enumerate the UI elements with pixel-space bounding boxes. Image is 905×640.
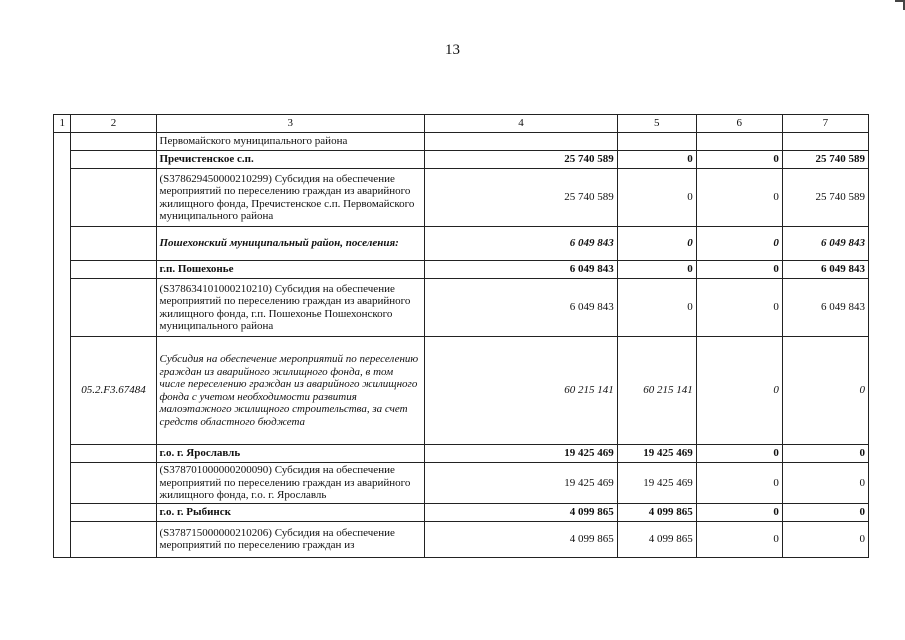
cell-code [71,227,156,261]
table-row [54,463,869,504]
cell-description: (S378634101000210210) Субсидия на обеспечение мероприятий по переселению граждан из аварийного жилищного фонда, г.п. Пошехонье Пошехонского муниципального района [156,279,425,337]
cell-col-4-amount: 19 425 469 [425,463,618,504]
cell-description: г.о. г. Ярославль [156,445,425,463]
cell-code [71,279,156,337]
scan-corner-mark [895,0,905,10]
table-row [54,227,869,261]
cell-col-5-amount: 0 [617,261,696,279]
table-row [54,169,869,227]
cell-col-5-amount: 0 [617,151,696,169]
table-row [54,521,869,557]
cell-code [71,521,156,557]
cell-col-7-amount: 0 [782,503,868,521]
cell-col-5-amount: 0 [617,227,696,261]
cell-description: Субсидия на обеспечение мероприятий по переселению граждан из аварийного жилищного фонда, в том числе переселению граждан из аварийного жилищного фонда с учетом необходимости развития малоэтажного жилищного строительства, за счет средств областного бюджета [156,337,425,445]
cell-col-7-amount: 0 [782,445,868,463]
cell-code [71,261,156,279]
cell-col-6-amount: 0 [696,261,782,279]
cell-col-5-amount: 4 099 865 [617,503,696,521]
cell-col-6-amount: 0 [696,445,782,463]
cell-description: Пошехонский муниципальный район, поселения: [156,227,425,261]
cell-col-5-amount [617,133,696,151]
cell-col-7-amount: 0 [782,463,868,504]
cell-col-7-amount: 0 [782,521,868,557]
cell-description: г.о. г. Рыбинск [156,503,425,521]
cell-col-6-amount: 0 [696,279,782,337]
cell-col-6-amount: 0 [696,151,782,169]
cell-col-4-amount: 19 425 469 [425,445,618,463]
table-row [54,279,869,337]
cell-code [71,463,156,504]
cell-col-6-amount: 0 [696,337,782,445]
cell-col-6-amount [696,133,782,151]
budget-table [53,114,869,558]
cell-col-5-amount: 19 425 469 [617,463,696,504]
cell-col-6-amount: 0 [696,169,782,227]
page-number: 13 [445,42,460,58]
cell-col-4-amount: 4 099 865 [425,521,618,557]
cell-code [71,169,156,227]
cell-col-5-amount: 19 425 469 [617,445,696,463]
cell-col-4-amount: 25 740 589 [425,169,618,227]
cell-description: (S378715000000210206) Субсидия на обеспечение мероприятий по переселению граждан из [156,521,425,557]
column-header: 6 [696,115,782,133]
cell-col-5-amount: 60 215 141 [617,337,696,445]
cell-description: (S378701000000200090) Субсидия на обеспечение мероприятий по переселению граждан из аварийного жилищного фонда, г.о. г. Ярославль [156,463,425,504]
column-header: 5 [617,115,696,133]
cell-description: г.п. Пошехонье [156,261,425,279]
cell-col-7-amount: 6 049 843 [782,261,868,279]
table-row [54,261,869,279]
table-row [54,151,869,169]
cell-col-4-amount: 60 215 141 [425,337,618,445]
cell-col-4-amount: 6 049 843 [425,279,618,337]
cell-col-4-amount [425,133,618,151]
cell-code [71,151,156,169]
column-header: 2 [71,115,156,133]
cell-col-6-amount: 0 [696,503,782,521]
column-header: 7 [782,115,868,133]
cell-col-6-amount: 0 [696,463,782,504]
cell-col-7-amount: 6 049 843 [782,279,868,337]
cell-col-4-amount: 25 740 589 [425,151,618,169]
cell-col-4-amount: 4 099 865 [425,503,618,521]
cell-description: (S378629450000210299) Субсидия на обеспечение мероприятий по переселению граждан из аварийного жилищного фонда, Пречистенское с.п. Первомайского муниципального района [156,169,425,227]
cell-col-4-amount: 6 049 843 [425,227,618,261]
table-header-row [54,115,869,133]
cell-col-7-amount [782,133,868,151]
cell-col-1 [54,133,71,558]
cell-code: 05.2.F3.67484 [71,337,156,445]
cell-description: Пречистенское с.п. [156,151,425,169]
table-row [54,133,869,151]
column-header: 3 [156,115,425,133]
table-row [54,503,869,521]
cell-col-6-amount: 0 [696,521,782,557]
cell-col-4-amount: 6 049 843 [425,261,618,279]
cell-col-5-amount: 0 [617,279,696,337]
cell-code [71,503,156,521]
column-header: 1 [54,115,71,133]
table-row [54,445,869,463]
cell-col-7-amount: 25 740 589 [782,169,868,227]
column-header: 4 [425,115,618,133]
cell-col-5-amount: 0 [617,169,696,227]
cell-col-5-amount: 4 099 865 [617,521,696,557]
cell-col-6-amount: 0 [696,227,782,261]
cell-code [71,445,156,463]
cell-col-7-amount: 25 740 589 [782,151,868,169]
cell-code [71,133,156,151]
cell-description: Первомайского муниципального района [156,133,425,151]
cell-col-7-amount: 0 [782,337,868,445]
cell-col-7-amount: 6 049 843 [782,227,868,261]
table-row [54,337,869,445]
